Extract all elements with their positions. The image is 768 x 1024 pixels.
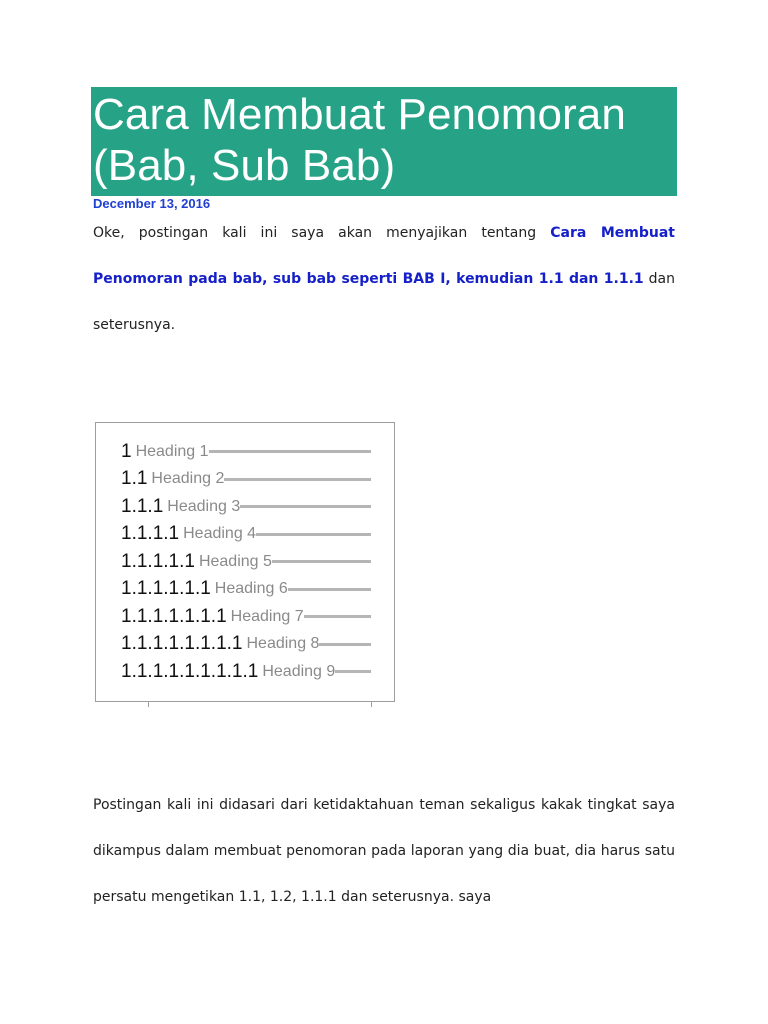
heading-leader-line xyxy=(209,450,371,453)
heading-number: 1 xyxy=(121,440,132,462)
intro-link[interactable]: Cara Membuat Penomoran pada bab, sub bab seperti BAB I, kemudian 1.1 dan 1.1.1 xyxy=(93,225,675,287)
intro-text-after: dan seterusnya. xyxy=(93,271,675,333)
intro-paragraph xyxy=(93,210,675,348)
post-date: December 13, 2016 xyxy=(93,196,211,211)
heading-number: 1.1.1 xyxy=(121,495,164,517)
heading-row xyxy=(121,521,371,549)
heading-number: 1.1.1.1.1.1.1.1.1 xyxy=(121,660,259,682)
heading-label: Heading 5 xyxy=(198,552,272,570)
post-title xyxy=(93,89,677,191)
heading-row xyxy=(121,658,371,686)
heading-label: Heading 2 xyxy=(151,470,225,488)
heading-list xyxy=(121,438,371,686)
heading-leader-line xyxy=(224,478,371,481)
heading-leader-line xyxy=(319,643,371,646)
heading-leader-line xyxy=(256,533,371,536)
figure-tick-mark xyxy=(148,701,149,707)
heading-leader-line xyxy=(240,505,371,508)
heading-row xyxy=(121,576,371,604)
heading-row xyxy=(121,631,371,659)
heading-leader-line xyxy=(272,560,371,563)
post-title-line-2: (Bab, Sub Bab) xyxy=(93,141,396,190)
body-paragraph: Postingan kali ini didasari dari ketidaktahuan teman sekaligus kakak tingkat saya dikampus dalam membuat penomoran pada laporan yang dia buat, dia harus satu persatu mengetikan 1.1, 1.2, 1.1.1 dan seterusnya. saya xyxy=(93,797,675,905)
heading-number: 1.1.1.1 xyxy=(121,523,180,545)
heading-label: Heading 4 xyxy=(183,525,257,543)
heading-leader-line xyxy=(335,670,371,673)
heading-leader-line xyxy=(288,588,371,591)
heading-row xyxy=(121,466,371,494)
heading-leader-line xyxy=(304,615,371,618)
heading-label: Heading 1 xyxy=(135,442,209,460)
heading-label: Heading 9 xyxy=(262,662,336,680)
heading-number: 1.1 xyxy=(121,468,148,490)
heading-number: 1.1.1.1.1 xyxy=(121,550,195,572)
heading-label: Heading 3 xyxy=(167,497,241,515)
intro-text-before: Oke, postingan kali ini saya akan menyajikan tentang xyxy=(93,225,551,241)
heading-numbering-figure xyxy=(95,422,395,702)
heading-label: Heading 7 xyxy=(230,607,304,625)
heading-row xyxy=(121,603,371,631)
heading-number: 1.1.1.1.1.1.1 xyxy=(121,605,227,627)
heading-label: Heading 8 xyxy=(246,635,320,653)
heading-row xyxy=(121,493,371,521)
post-title-line-1: Cara Membuat Penomoran xyxy=(93,90,626,139)
heading-row xyxy=(121,548,371,576)
heading-label: Heading 6 xyxy=(214,580,288,598)
figure-tick-mark xyxy=(371,701,372,707)
title-banner xyxy=(91,87,677,196)
heading-number: 1.1.1.1.1.1.1.1 xyxy=(121,633,243,655)
heading-number: 1.1.1.1.1.1 xyxy=(121,578,211,600)
heading-row xyxy=(121,438,371,466)
